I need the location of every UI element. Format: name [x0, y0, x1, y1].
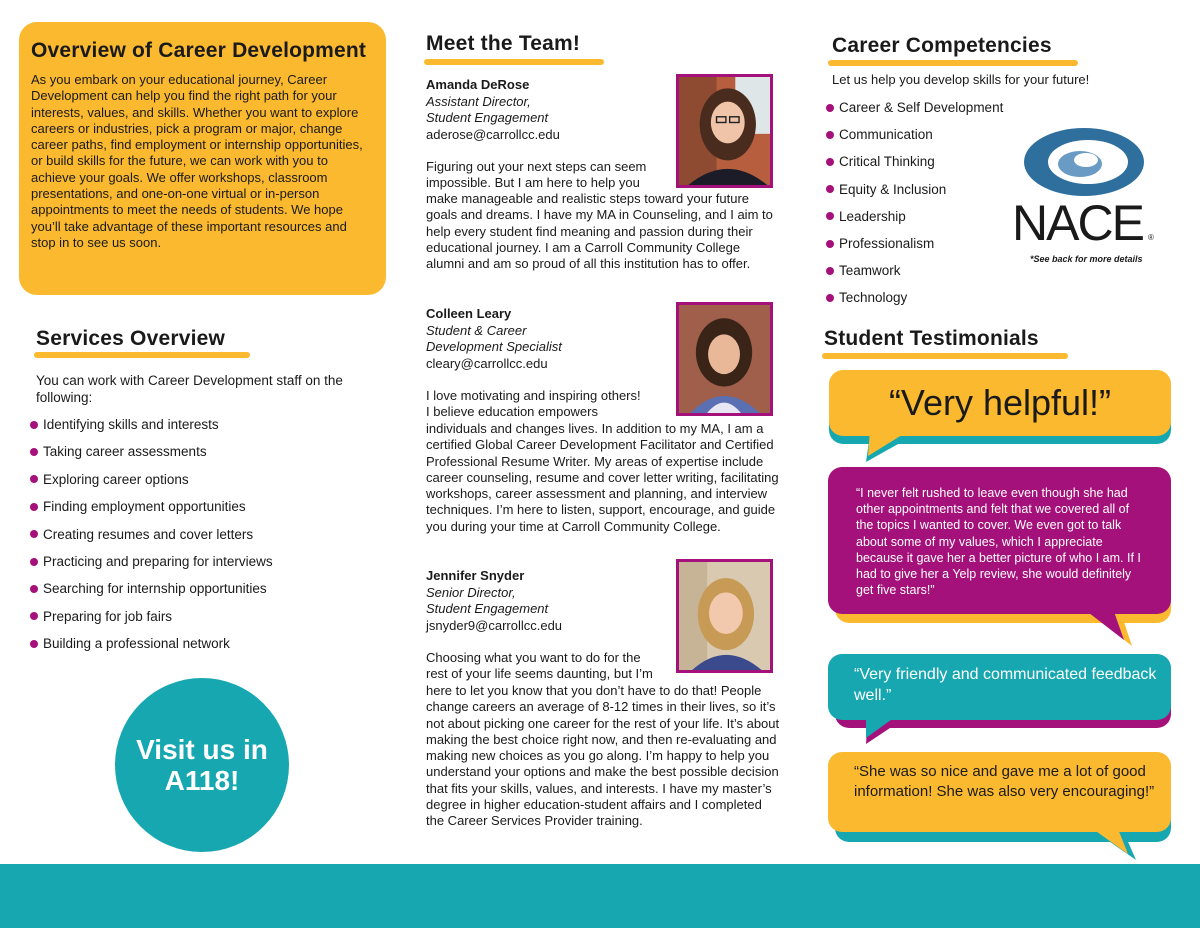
bio-colleen: individuals and changes lives. In addition to my MA, I am a certified Global Career Development Facilitator and Certified Professional Resume Writer. My areas of expertise include career counseling, resume and cover letter writing, facilitating workshops, career assessment and planning, and interview techniques. I’m here to listen, support, encourage, and guide you during your time at Carroll Community College. [426, 421, 779, 534]
services-intro: You can work with Career Development staff on the following: [36, 373, 343, 405]
member-role: Assistant Director, [426, 93, 531, 109]
list-item: Preparing for job fairs [30, 603, 273, 630]
list-item: Teamwork [826, 257, 1003, 284]
member-role: Student Engagement [426, 601, 549, 616]
list-item: Technology [826, 284, 1003, 311]
member-role: Development Specialist [426, 339, 562, 354]
list-item: Career & Self Development [826, 94, 1003, 121]
testimonial-bubble-3: “Very friendly and communicated feedback well.” [828, 654, 1171, 720]
member-role: Senior Director, [426, 584, 516, 600]
competencies-heading: Career Competencies [832, 34, 1052, 57]
list-item: Identifying skills and interests [30, 411, 273, 438]
team-heading: Meet the Team! [426, 32, 581, 55]
list-item: Exploring career options [30, 466, 273, 493]
member-email: aderose@carrollcc.edu [426, 126, 560, 142]
member-name: Jennifer Snyder [426, 568, 525, 583]
svg-text:®: ® [1148, 233, 1154, 242]
footer-band [0, 864, 1200, 928]
list-item: Finding employment opportunities [30, 493, 273, 520]
competencies-intro: Let us help you develop skills for your future! [832, 72, 1090, 87]
list-item: Taking career assessments [30, 438, 273, 465]
overview-title: Overview of Career Development [31, 39, 367, 62]
member-role: Student Engagement [426, 110, 549, 125]
testimonials-heading: Student Testimonials [824, 327, 1039, 350]
testimonial-bubble-4: “She was so nice and gave me a lot of good information! She was also very encouraging!” [828, 752, 1171, 832]
overview-body: As you embark on your educational journey, Career Development can help you find the right path for your interests, values, and skills. Whether you want to explore careers or industries, pick a program or major, change career paths, find employment or internship opportunities, or build skills for the future, we can work with you to achieve your goals. We offer workshops, classroom presentations, and one-on-one virtual or in-person appointments to meet the needs of students. We hope you’ll take advantage of these important resources and stop in to see us soon. [31, 72, 363, 250]
member-name: Amanda DeRose [426, 77, 530, 92]
bio-intro-colleen: I love motivating and inspiring others! I believe education empowers [426, 388, 641, 420]
testimonial-bubble-1: “Very helpful!” [829, 370, 1171, 436]
list-item: Building a professional network [30, 630, 273, 657]
svg-text:NACE: NACE [1012, 195, 1143, 251]
bio-intro-jennifer: Choosing what you want to do for the rest of your life seems daunting, but I’m [426, 650, 653, 682]
list-item: Communication [826, 121, 1003, 148]
bio-jennifer: here to let you know that you don’t have to do that! People change careers an average of 8-12 times in their lives, so it’s not about picking one career for the rest of your life. It’s about making the best choice right now, and then re-evaluating and making new choices as you go along. I’m happy to help you understand your options and make the best possible decision that fits your skills, values, and interests. I have my master’s degree in higher education-student affairs and I completed the Career Services Provider training. [426, 683, 780, 829]
nace-note: *See back for more details [1030, 254, 1143, 264]
list-item: Leadership [826, 203, 1003, 230]
visit-line-2: A118! [164, 765, 240, 796]
list-item: Practicing and preparing for interviews [30, 548, 273, 575]
member-email: jsnyder9@carrollcc.edu [426, 617, 563, 633]
member-email: cleary@carrollcc.edu [426, 355, 548, 371]
list-item: Professionalism [826, 230, 1003, 257]
list-item: Searching for internship opportunities [30, 575, 273, 602]
member-name: Colleen Leary [426, 306, 512, 321]
list-item: Creating resumes and cover letters [30, 521, 273, 548]
bio-amanda: make manageable and realistic steps toward your future goals and dreams. I have my MA in Counseling, and I aim to help every student find meaning and passion during their educational journey. I am a Carroll Community College alumni and am so proud of all this institution has to offer. [426, 191, 773, 272]
member-role: Student & Career [426, 322, 527, 338]
testimonial-bubble-2: “I never felt rushed to leave even though she had other appointments and felt that we covered all of the topics I wanted to cover. We even got to talk about some of my values, which I appreciate because it gave her a better picture of who I am. If I had to give her a Yelp review, she would definitely get five stars!” [828, 467, 1171, 614]
visit-line-1: Visit us in [136, 734, 268, 765]
services-heading: Services Overview [36, 327, 226, 350]
list-item: Equity & Inclusion [826, 176, 1003, 203]
bio-intro-amanda: Figuring out your next steps can seem impossible. But I am here to help you [426, 159, 647, 191]
list-item: Critical Thinking [826, 148, 1003, 175]
